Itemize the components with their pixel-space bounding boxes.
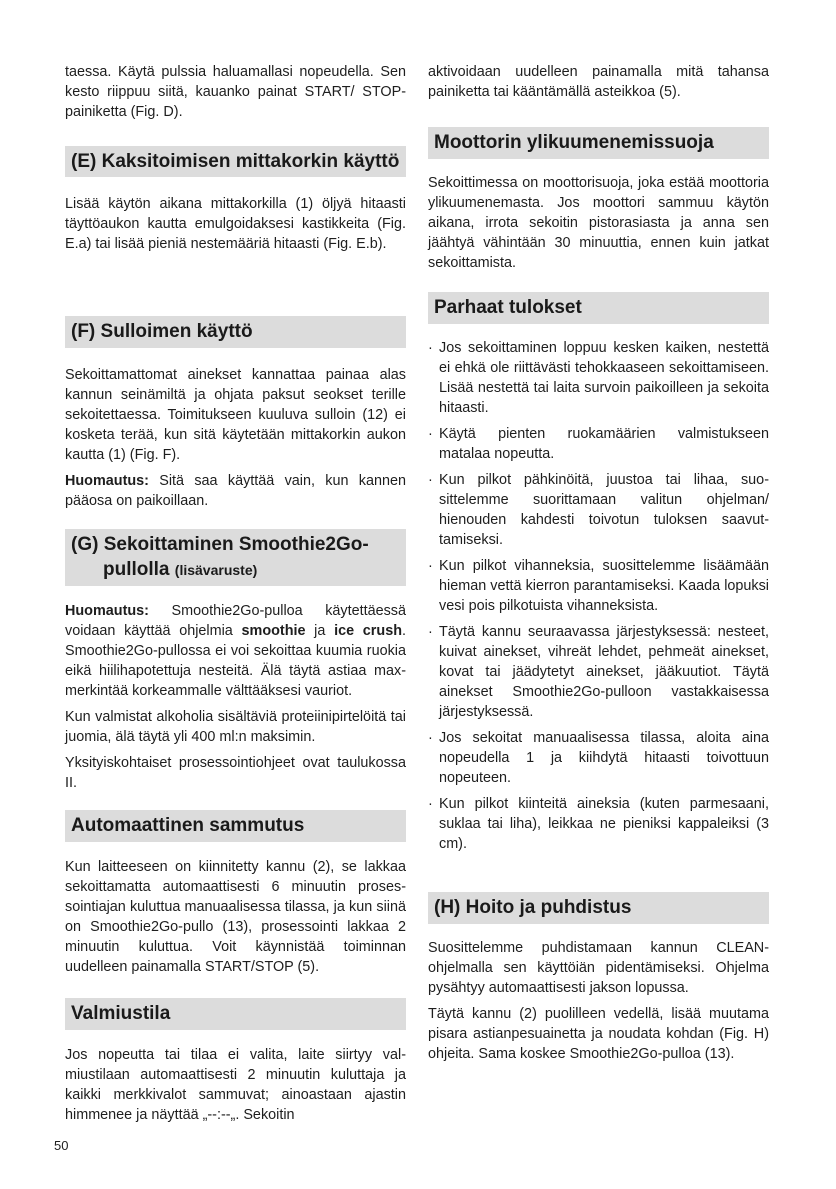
- section-g: [65, 529, 406, 793]
- section-f-heading: [65, 316, 406, 348]
- section-g-note: [65, 601, 406, 701]
- section-auto-body: Kun laitteeseen on kiinnitetty kannu (2), se lakkaa sekoittamatta automaattisesti 6 minuutin prosessointiajan kuluttua manuaalisessa tilassa, ja kun siinä on Smoothie2Go-pullo (13), prosessointi lakkaa 2 minuutin kuluttua. Voit käynnistää toiminnan uudelleen painamalla START/STOP (5).: [65, 859, 406, 975]
- intro-paragraph-right: aktivoidaan uudelleen painamalla mitä tahansa painiketta tai kääntämällä asteikkoa (5).: [428, 64, 769, 100]
- section-auto-shutoff: [65, 810, 406, 977]
- list-item-text: Kun pilkot pähkinöitä, juustoa tai lihaa, suosittelemme suorittamaan valitun ohjelman/ hienouden kahdesti toivotun tuloksen saavuttamiseksi.: [439, 472, 769, 548]
- list-item: [428, 728, 769, 788]
- list-item: [428, 338, 769, 418]
- bullet-icon: ·: [428, 340, 433, 356]
- note-text-2: ja: [305, 623, 335, 639]
- section-g-paragraph-3: Yksityiskohtaiset prosessointiohjeet ovat taulukossa II.: [65, 755, 406, 791]
- section-g-heading: [65, 529, 406, 586]
- list-item: [428, 424, 769, 464]
- section-h-title: Hoito ja puhdistus: [465, 897, 632, 918]
- section-h-paragraph-2: Täytä kannu (2) puolilleen vedellä, lisää muutama pisara astianpesuainetta ja noudata kohdan (Fig. H) ohjeita. Sama koskee Smoothie2Go-pulloa (13).: [428, 1006, 769, 1062]
- section-g-paragraph-2: Kun valmistat alkoholia sisältäviä proteiinipirtelöitä tai juomia, älä täytä yli 400 ml:n maksimin.: [65, 709, 406, 745]
- list-item: [428, 622, 769, 722]
- list-item-text: Jos sekoittaminen loppuu kesken kaiken, nestettä ei ehkä ole riittävästi tehokkaaseen sekoittamiseen. Lisää nestettä tai laita survoin paikoilleen ja sekoita hitaasti.: [439, 340, 769, 416]
- note-label: Huomautus:: [65, 603, 149, 619]
- section-f-label: (F): [71, 321, 96, 342]
- bullet-icon: ·: [428, 558, 433, 574]
- section-h-label: (H): [434, 897, 461, 918]
- section-h-heading: [428, 892, 769, 924]
- section-standby-body: Jos nopeutta tai tilaa ei valita, laite siirtyy valmiustilaan automaattisesti 2 minuutin kuluttaja ja kaikki merkkivalot sammuvat; ainoastaan ajastin himmenee ja näyttää „--:--„. Sekoitin: [65, 1047, 406, 1123]
- section-motor-heading: Moottorin ylikuumenemissuoja: [428, 127, 769, 159]
- section-standby-heading: Valmiustila: [65, 998, 406, 1030]
- section-g-subtitle: (lisävaruste): [174, 562, 258, 578]
- note-text-1: Smoothie2Go-pulloa käytettäessä voidaan käyttää ohjelmia: [65, 603, 406, 639]
- bullet-icon: ·: [428, 730, 433, 746]
- section-f-note: [65, 471, 406, 511]
- list-item-text: Jos sekoitat manuaalisessa tilassa, aloita aina nopeudella 1 ja kiihdytä hitaasti toivottuun nopeuteen.: [439, 730, 769, 786]
- bullet-icon: ·: [428, 472, 433, 488]
- program-smoothie: smoothie: [241, 623, 306, 639]
- list-item-text: Täytä kannu seuraavassa järjestyksessä: nesteet, kuivat ainekset, vihreät lehdet, pehmeät ainekset, kovat tai jäädytetyt ainekset, jääkuutiot. Täytä ainekset Smoothie2Go-pulloon vastakkaisessa järjestyksessä.: [439, 624, 769, 720]
- note-label: Huomautus:: [65, 473, 149, 489]
- list-item-text: Käytä pienten ruokamäärien valmistukseen matalaa nopeutta.: [439, 426, 769, 462]
- note-text: Sitä saa käyttää vain, kun kannen pääosa on paikoillaan.: [65, 473, 406, 509]
- section-best-heading: Parhaat tulokset: [428, 292, 769, 324]
- section-f-body: Sekoittamattomat ainekset kannattaa painaa alas kannun seinämiltä ja ohjata paksut seokset terille sekoitettaessa. Toimitukseen kuuluva sulloin (12) ei kosketa terää, kun sitä käytetään mittakorkin aukon kautta (1) (Fig. F).: [65, 367, 406, 463]
- section-g-label: (G): [71, 534, 99, 555]
- list-item-text: Kun pilkot kiinteitä aineksia (kuten parmesaani, suklaa tai liha), leikkaa ne pieniksi kappaleiksi (3 cm).: [439, 796, 769, 852]
- section-standby: [65, 998, 406, 1125]
- list-item: [428, 556, 769, 616]
- intro-paragraph-left: taessa. Käytä pulssia haluamallasi nopeudella. Sen kesto riippuu siitä, kauanko painat START/ STOP-painiketta (Fig. D).: [65, 64, 406, 120]
- section-h: [428, 892, 769, 1064]
- section-e-title: Kaksitoimisen mittakorkin käyttö: [101, 151, 400, 172]
- list-item-text: Kun pilkot vihanneksia, suosittelemme lisäämään hieman vettä kierron parantamiseksi. Kaada lopuksi vesi pois pilkotuista vihanneksista.: [439, 558, 769, 614]
- bullet-icon: ·: [428, 426, 433, 442]
- list-item: [428, 470, 769, 550]
- section-e-heading: [65, 146, 406, 177]
- section-e-body: Lisää käytön aikana mittakorkilla (1) öljyä hitaasti täyttöaukon kautta emulgoidaksesi kastikkeita (Fig. E.a) tai lisää pieniä nestemääriä hitaasti (Fig. E.b).: [65, 196, 406, 252]
- program-ice-crush: ice crush: [334, 623, 402, 639]
- section-g-title: Sekoittaminen Smoothie2Go-pullolla: [103, 534, 369, 580]
- best-results-list: [428, 338, 769, 854]
- section-e: [65, 146, 406, 254]
- bullet-icon: ·: [428, 796, 433, 812]
- section-f-title: Sulloimen käyttö: [100, 321, 253, 342]
- section-best-results: [428, 292, 769, 854]
- list-item: [428, 794, 769, 854]
- page-number: 50: [54, 1138, 69, 1153]
- section-auto-heading: Automaattinen sammutus: [65, 810, 406, 842]
- section-f: [65, 316, 406, 511]
- section-h-paragraph-1: Suosittelemme puhdistamaan kannun CLEAN-ohjelmalla sen käyttöiän pidentämiseksi. Ohjelma pysähtyy automaattisesti jakson lopussa.: [428, 940, 769, 996]
- section-motor-body: Sekoittimessa on moottorisuoja, joka estää moottoria ylikuumenemasta. Jos moottori sammuu käytön aikana, irrota sekoitin pistorasiasta ja anna sen jäähtyä vähintään 30 minuuttia, ennen kuin jatkat sekoittamista.: [428, 175, 769, 271]
- note-text-3: . Smoothie2Go-pullossa ei voi sekoittaa kuumia ruokia eikä hiilihapotettuja nesteitä. Älä täytä astiaa max-merkintää korkeammalle välttääksesi vauriot.: [65, 623, 406, 699]
- section-motor-protection: [428, 127, 769, 273]
- bullet-icon: ·: [428, 624, 433, 640]
- section-e-label: (E): [71, 151, 97, 172]
